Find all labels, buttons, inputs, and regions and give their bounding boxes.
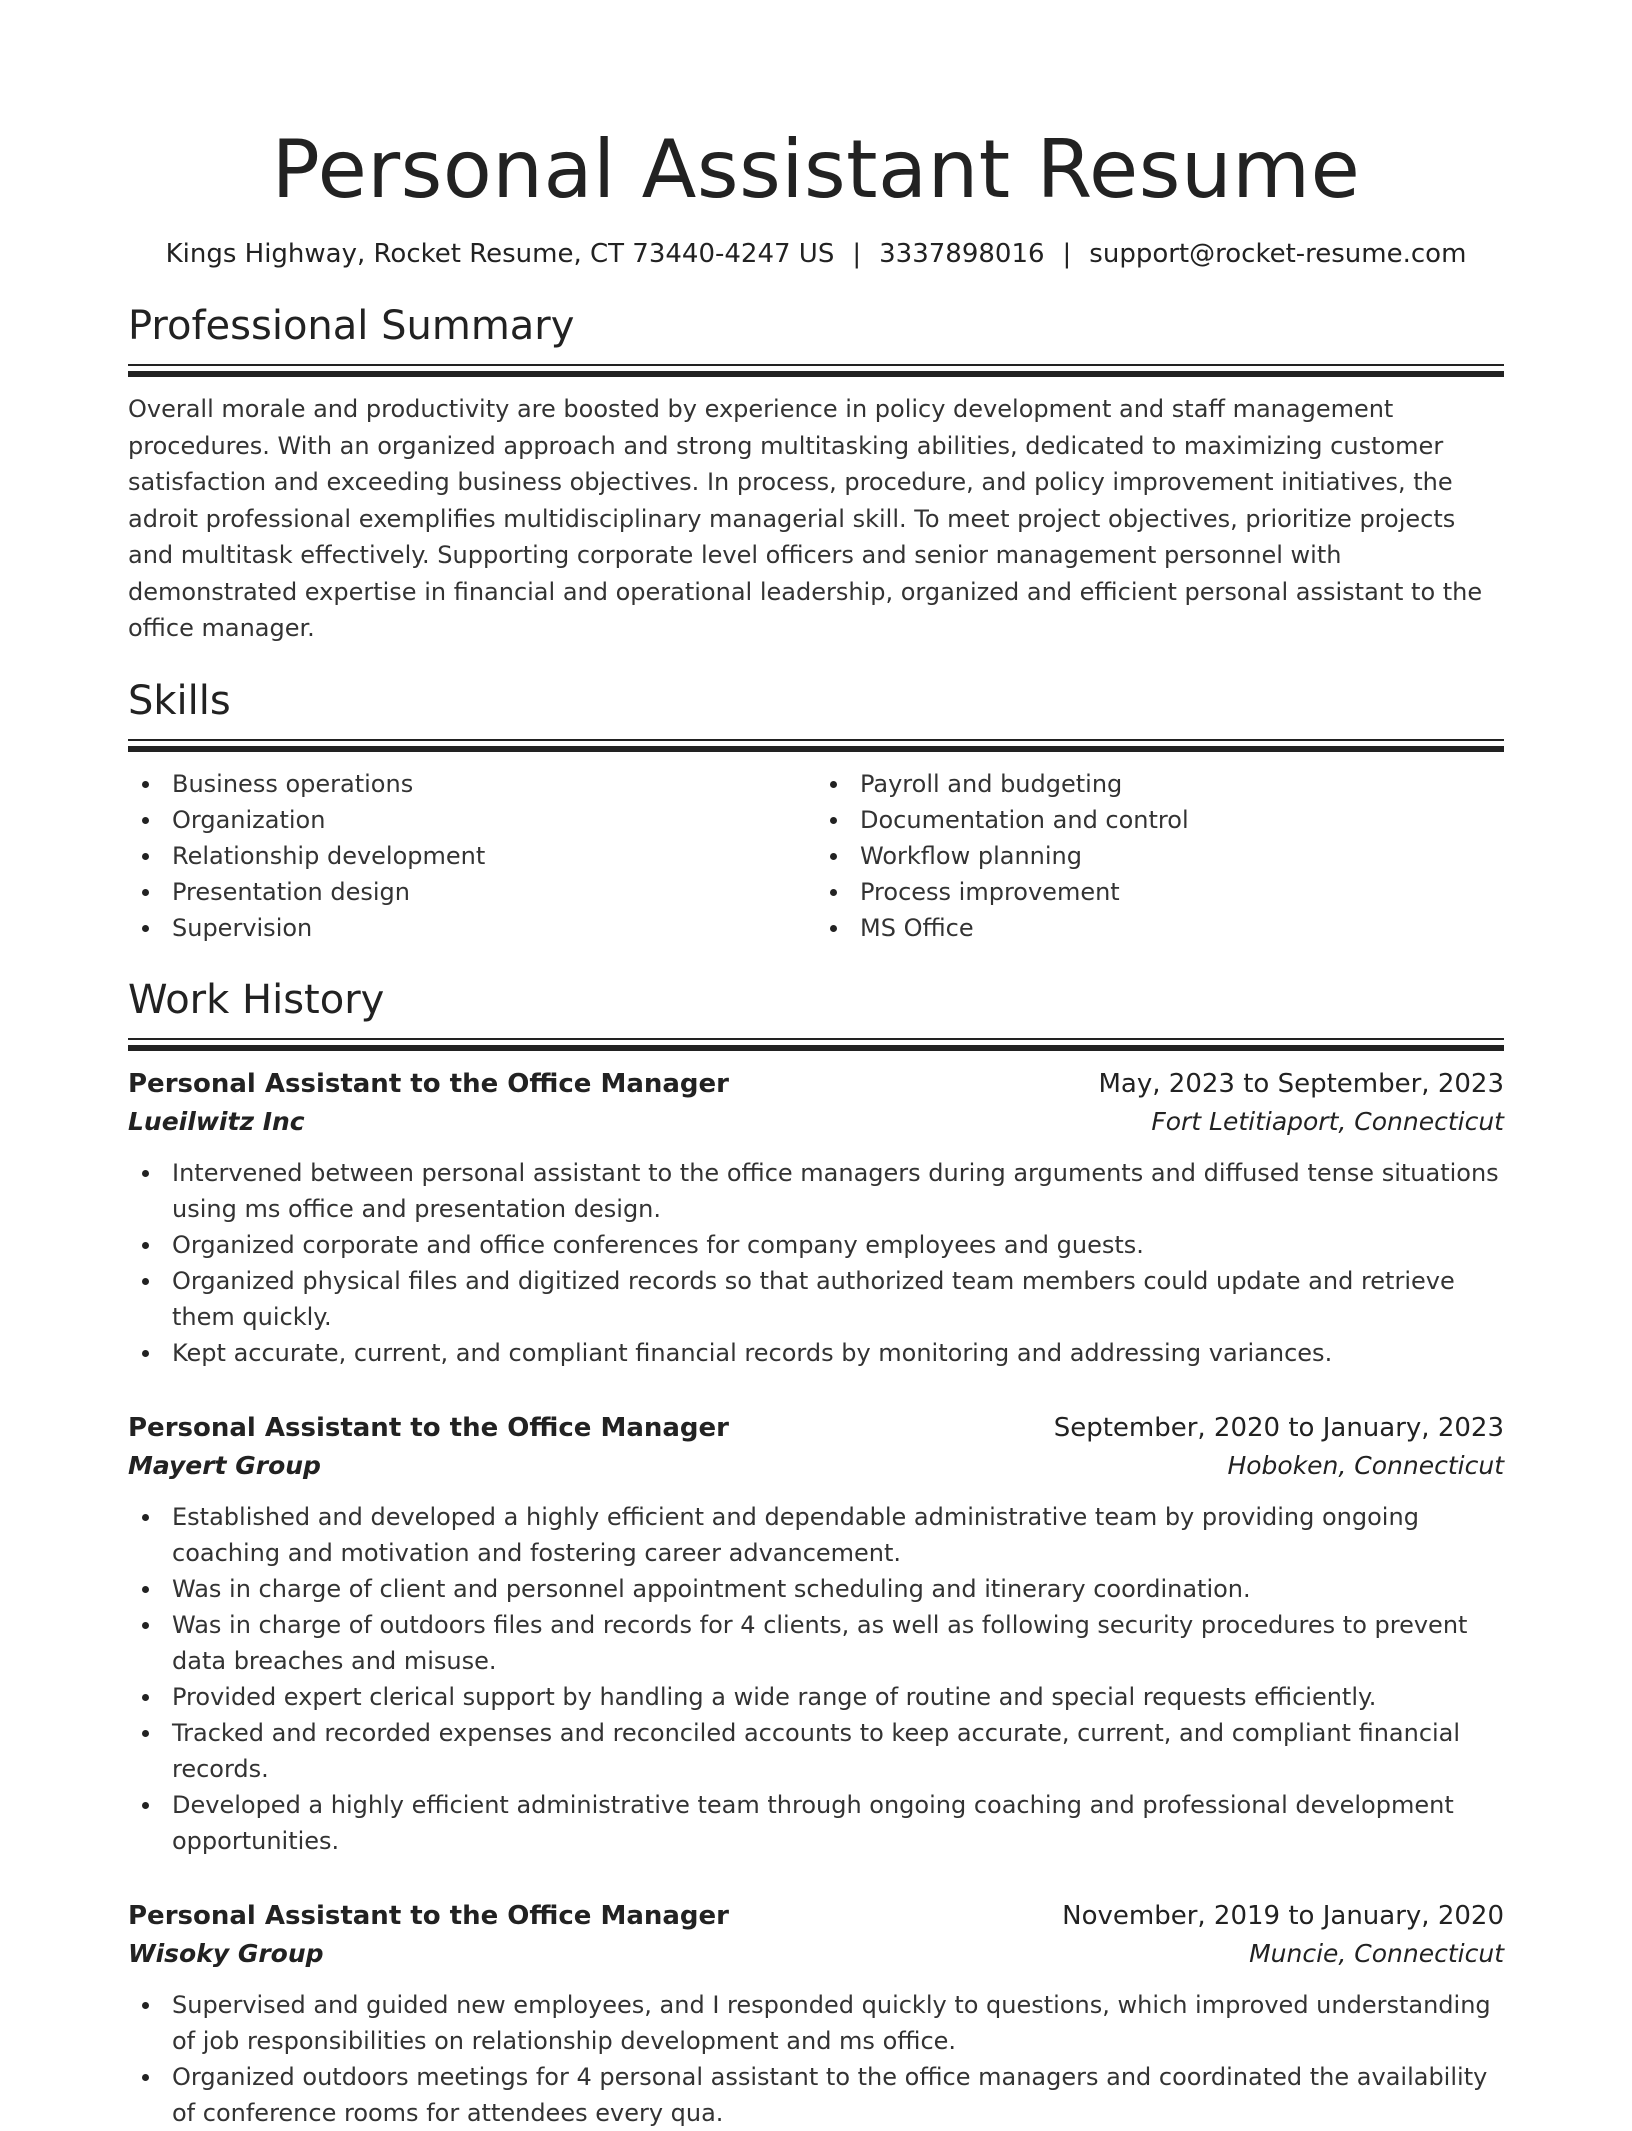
skill-item: Organization [128, 802, 816, 838]
section-heading: Professional Summary [128, 303, 575, 349]
job-bullet: Was in charge of client and personnel appointment scheduling and itinerary coordination. [128, 1571, 1504, 1607]
skill-item: MS Office [816, 910, 1504, 946]
job-title: Personal Assistant to the Office Manager [128, 1068, 729, 1099]
skill-item: Process improvement [816, 874, 1504, 910]
contact-address: Kings Highway, Rocket Resume, CT 73440-4247 US [165, 239, 835, 269]
job-entry [128, 1065, 1504, 1371]
job-location: Muncie, Connecticut [1249, 1938, 1504, 1968]
job-bullet: Organized corporate and office conferences for company employees and guests. [128, 1227, 1504, 1263]
job-bullets [128, 1987, 1504, 2131]
job-entry [128, 1897, 1504, 2131]
job-title: Personal Assistant to the Office Manager [128, 1412, 729, 1443]
job-bullets [128, 1155, 1504, 1371]
job-company: Wisoky Group [128, 1938, 324, 1968]
job-bullets [128, 1499, 1504, 1859]
job-entry [128, 1409, 1504, 1859]
job-bullet: Organized physical files and digitized records so that authorized team members could update and retrieve them quickly. [128, 1263, 1504, 1335]
section-divider [128, 364, 1504, 377]
skills-section [128, 675, 1504, 946]
job-title: Personal Assistant to the Office Manager [128, 1900, 729, 1931]
job-bullet: Provided expert clerical support by handling a wide range of routine and special requests efficiently. [128, 1679, 1504, 1715]
job-bullet: Was in charge of outdoors files and records for 4 clients, as well as following security procedures to prevent data breaches and misuse. [128, 1607, 1504, 1679]
skill-item: Relationship development [128, 838, 816, 874]
contact-line [128, 236, 1504, 272]
section-divider [128, 739, 1504, 752]
contact-separator: | [852, 239, 862, 269]
job-bullet: Developed a highly efficient administrative team through ongoing coaching and professional development opportunities. [128, 1787, 1504, 1859]
work-history-section [128, 974, 1504, 2131]
contact-email: support@rocket-resume.com [1089, 239, 1467, 269]
contact-phone: 3337898016 [879, 239, 1045, 269]
job-location: Hoboken, Connecticut [1227, 1450, 1504, 1480]
job-dates: May, 2023 to September, 2023 [1098, 1068, 1504, 1099]
skill-item: Workflow planning [816, 838, 1504, 874]
job-bullet: Organized outdoors meetings for 4 personal assistant to the office managers and coordinated the availability of conference rooms for attendees every qua. [128, 2059, 1504, 2131]
skill-item: Presentation design [128, 874, 816, 910]
job-location: Fort Letitiaport, Connecticut [1151, 1106, 1504, 1136]
job-dates: November, 2019 to January, 2020 [1062, 1900, 1504, 1931]
job-bullet: Intervened between personal assistant to the office managers during arguments and diffused tense situations using ms office and presentation design. [128, 1155, 1504, 1227]
professional-summary-section [128, 300, 1504, 647]
job-bullet: Kept accurate, current, and compliant financial records by monitoring and addressing variances. [128, 1335, 1504, 1371]
section-divider [128, 1038, 1504, 1051]
skills-grid [128, 766, 1504, 946]
section-heading: Skills [128, 677, 231, 724]
skills-column-left [128, 766, 816, 946]
summary-text: Overall morale and productivity are boosted by experience in policy development and staff management procedures. With an organized approach and strong multitasking abilities, dedicated to maximizing customer satisfaction and exceeding business objectives. In process, procedure, and policy improvement initiatives, the adroit professional exemplifies multidisciplinary managerial skill. To meet project objectives, prioritize projects and multitask effectively. Supporting corporate level officers and senior management personnel with demonstrated expertise in financial and operational leadership, organized and efficient personal assistant to the office manager. [128, 395, 1483, 642]
job-bullet: Supervised and guided new employees, and I responded quickly to questions, which improved understanding of job responsibilities on relationship development and ms office. [128, 1987, 1504, 2059]
skill-item: Documentation and control [816, 802, 1504, 838]
page-title: Personal Assistant Resume [271, 123, 1361, 216]
skills-column-right [816, 766, 1504, 946]
contact-separator: | [1062, 239, 1072, 269]
skill-item: Business operations [128, 766, 816, 802]
skill-item: Payroll and budgeting [816, 766, 1504, 802]
skill-item: Supervision [128, 910, 816, 946]
job-dates: September, 2020 to January, 2023 [1053, 1412, 1504, 1443]
job-bullet: Established and developed a highly efficient and dependable administrative team by providing ongoing coaching and motivation and fostering career advancement. [128, 1499, 1504, 1571]
job-company: Lueilwitz Inc [128, 1106, 305, 1136]
section-heading: Work History [128, 976, 385, 1023]
job-bullet: Tracked and recorded expenses and reconciled accounts to keep accurate, current, and compliant financial records. [128, 1715, 1504, 1787]
job-company: Mayert Group [128, 1450, 321, 1480]
